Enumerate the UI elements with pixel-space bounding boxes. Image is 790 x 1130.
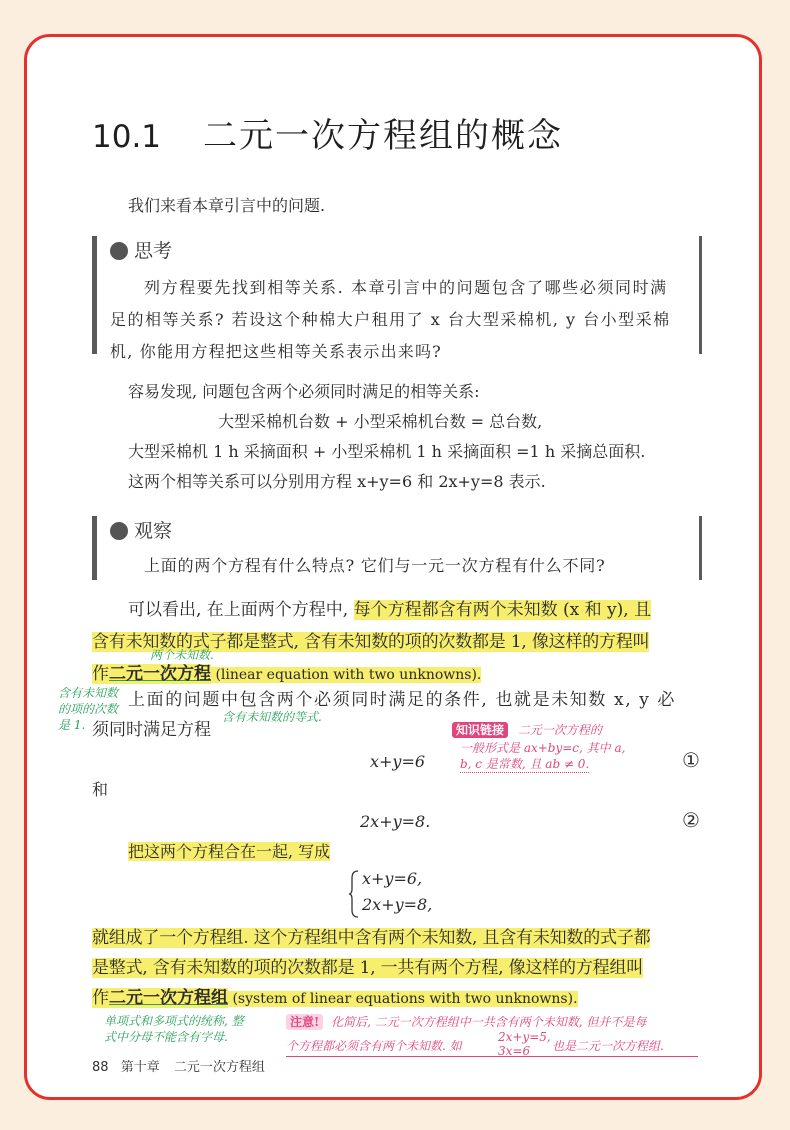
equation-2: 2x+y=8. [360, 812, 431, 831]
def1-line-1: 可以看出, 在上面两个方程中, 每个方程都含有两个未知数 (x 和 y), 且 [128, 600, 652, 620]
def2-line-1: 就组成了一个方程组. 这个方程组中含有两个未知数, 且含有未知数的式子都 [92, 928, 651, 948]
find-line-2: 大型采棉机台数 + 小型采棉机台数 = 总台数, [218, 412, 543, 431]
def1-line-5: 须同时满足方程 [92, 720, 211, 740]
attention-system-row-1: 2x+y=5, [498, 1030, 551, 1044]
chapter-title: 二元一次方程组 [173, 1060, 265, 1075]
footer [92, 1056, 265, 1075]
term-linear-system: 二元一次方程组 [109, 988, 228, 1008]
observe-dot-icon [110, 522, 128, 540]
knowledge-badge: 知识链接 [452, 722, 508, 738]
equation-1: x+y=6 [370, 752, 426, 771]
intro-line: 我们来看本章引言中的问题. [128, 196, 326, 215]
observe-heading: 观察 [110, 516, 172, 543]
section-title [92, 108, 563, 157]
and-text: 和 [92, 780, 109, 799]
system-1-brace-icon [348, 870, 360, 918]
knowledge-line-1: 知识链接 二元一次方程的 [452, 722, 602, 738]
attention-badge: 注意! [286, 1014, 323, 1030]
note-degree-3: 是 1. [58, 718, 86, 732]
find-line-4: 这两个相等关系可以分别用方程 x+y=6 和 2x+y=8 表示. [128, 472, 546, 491]
note-two-unknowns: 两个未知数. [150, 648, 214, 662]
think-box-left-bar [92, 236, 97, 354]
equation-1-mark: ① [682, 748, 700, 772]
note-degree-1: 含有未知数 [58, 686, 119, 700]
think-dot-icon [110, 242, 128, 260]
think-line-3: 机, 你能用方程把这些相等关系表示出来吗? [110, 342, 442, 361]
think-line-2: 足的相等关系? 若设这个种棉大户租用了 x 台大型采棉机, y 台小型采棉 [110, 310, 671, 329]
think-heading: 思考 [110, 236, 172, 263]
find-line-1: 容易发现, 问题包含两个必须同时满足的相等关系: [128, 382, 480, 401]
combine-line: 把这两个方程合在一起, 写成 [128, 842, 331, 861]
attention-line-2b: 也是二元一次方程组. [552, 1039, 664, 1053]
attention-line-1: 注意! 化简后, 二元一次方程组中一共含有两个未知数, 但并不是每 [286, 1014, 646, 1030]
def2-line-3: 作二元一次方程组 (system of linear equations with two unknowns). [92, 988, 578, 1008]
knowledge-line-3: b, c 是常数, 且 ab ≠ 0. [460, 757, 590, 771]
system-1-row-1: x+y=6, [362, 869, 423, 888]
think-line-1: 列方程要先找到相等关系. 本章引言中的问题包含了哪些必须同时满 [144, 278, 668, 297]
system-1-row-2: 2x+y=8, [362, 895, 433, 914]
attention-line-2: 个方程都必须含有两个未知数. 如 [286, 1039, 462, 1053]
note-polynomial-2: 式中分母不能含有字母. [104, 1030, 228, 1044]
attention-system [498, 1030, 551, 1058]
equation-2-mark: ② [682, 808, 700, 832]
observe-box-left-bar [92, 516, 97, 580]
note-degree-2: 的项的次数 [58, 702, 119, 716]
def1-highlight-1: 每个方程都含有两个未知数 (x 和 y), 且 [353, 600, 652, 620]
find-line-3: 大型采棉机 1 h 采摘面积 + 小型采棉机 1 h 采摘面积 =1 h 采摘总面积. [128, 442, 646, 461]
observe-text: 上面的两个方程有什么特点? 它们与一元一次方程有什么不同? [144, 556, 606, 575]
think-box-right-bar [699, 236, 702, 354]
chapter-label: 第十章 [120, 1060, 160, 1075]
def1-line-2: 含有未知数的式子都是整式, 含有未知数的项的次数都是 1, 像这样的方程叫 [92, 632, 650, 652]
page-number: 88 [92, 1060, 109, 1075]
def1-line-4: 上面的问题中包含两个必须同时满足的条件, 也就是未知数 x, y 必 [128, 690, 677, 710]
section-number: 10.1 [92, 119, 162, 155]
attention-underline [286, 1056, 698, 1057]
observe-box-right-bar [699, 516, 702, 580]
section-title-text: 二元一次方程组的概念 [203, 116, 564, 156]
term-linear-equation: 二元一次方程 [109, 664, 211, 684]
def1-line-3: 作二元一次方程 (linear equation with two unknowns). [92, 664, 482, 684]
note-unknown-equation: 含有未知数的等式. [222, 710, 322, 724]
note-polynomial-1: 单项式和多项式的统称, 整 [104, 1014, 244, 1028]
knowledge-line-2: 一般形式是 ax+by=c, 其中 a, [460, 741, 626, 755]
attention-system-row-2: 3x=6 [498, 1044, 531, 1058]
def2-line-2: 是整式, 含有未知数的项的次数都是 1, 一共有两个方程, 像这样的方程组叫 [92, 958, 644, 978]
